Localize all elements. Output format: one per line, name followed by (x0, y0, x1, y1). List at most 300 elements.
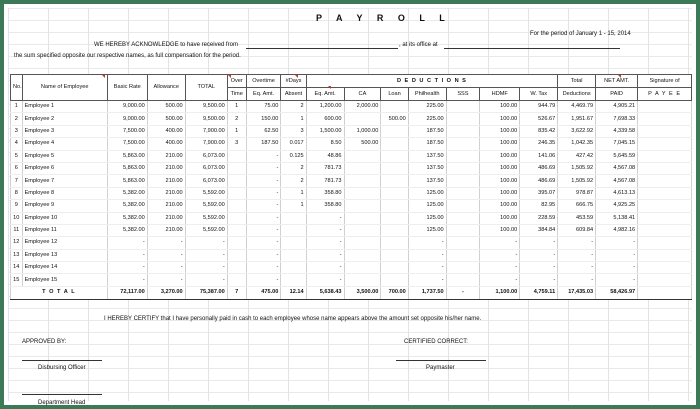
basic-rate[interactable]: 9,000.00 (107, 101, 147, 113)
row-total[interactable]: 6,073.00 (185, 150, 227, 162)
sss[interactable] (446, 138, 480, 150)
overtime-hours[interactable] (227, 162, 246, 174)
approved-by-label: APPROVED BY: (22, 339, 67, 345)
col-over: Over (227, 75, 246, 88)
allowance[interactable]: 400.00 (147, 125, 185, 137)
loan[interactable] (381, 274, 408, 286)
philhealth[interactable]: 137.50 (408, 150, 446, 162)
absence-eq-amt[interactable]: 8.50 (306, 138, 344, 150)
row-total[interactable]: - (185, 237, 227, 249)
absence-eq-amt[interactable]: 600.00 (306, 113, 344, 125)
row-no[interactable]: 13 (11, 249, 23, 261)
payroll-table (10, 74, 692, 300)
total-deductions-cell[interactable]: 1,042.35 (558, 138, 596, 150)
loan[interactable] (381, 237, 408, 249)
absence-eq-amt[interactable]: 1,200.00 (306, 101, 344, 113)
col-payee: P A Y E E (638, 88, 692, 101)
cash-advance[interactable]: 1,000.00 (344, 125, 381, 137)
withholding-tax[interactable]: 486.69 (520, 175, 558, 187)
hdmf[interactable]: 100.00 (480, 162, 520, 174)
philhealth[interactable]: 125.00 (408, 224, 446, 236)
loan[interactable] (381, 212, 408, 224)
row-total[interactable]: 5,592.00 (185, 212, 227, 224)
row-no[interactable]: 5 (11, 150, 23, 162)
basic-rate[interactable]: 5,863.00 (107, 150, 147, 162)
employee-name[interactable]: Employee 7 (22, 175, 107, 187)
row-no[interactable]: 10 (11, 212, 23, 224)
allowance[interactable]: - (147, 262, 185, 274)
hdmf[interactable]: 100.00 (480, 125, 520, 137)
withholding-tax[interactable]: 526.67 (520, 113, 558, 125)
net-amount[interactable]: - (596, 237, 638, 249)
cash-advance[interactable] (344, 175, 381, 187)
days-absent[interactable]: 2 (281, 101, 306, 113)
overtime-amount[interactable]: - (246, 150, 281, 162)
col-wtax: W. Tax (520, 88, 558, 101)
absence-eq-amt[interactable]: 781.73 (306, 162, 344, 174)
days-absent[interactable]: 2 (281, 162, 306, 174)
days-absent[interactable] (281, 249, 306, 261)
days-absent[interactable]: 1 (281, 200, 306, 212)
hdmf[interactable]: 100.00 (480, 175, 520, 187)
row-total[interactable]: 5,592.00 (185, 200, 227, 212)
hdmf[interactable]: 100.00 (480, 212, 520, 224)
cash-advance[interactable] (344, 262, 381, 274)
loan[interactable] (381, 249, 408, 261)
withholding-tax[interactable]: 246.35 (520, 138, 558, 150)
signature-cell[interactable] (638, 150, 692, 162)
loan[interactable] (381, 175, 408, 187)
signature-cell[interactable] (638, 200, 692, 212)
row-no[interactable]: 9 (11, 200, 23, 212)
row-no[interactable]: 1 (11, 101, 23, 113)
days-absent[interactable] (281, 237, 306, 249)
cash-advance[interactable] (344, 224, 381, 236)
hdmf[interactable]: 100.00 (480, 113, 520, 125)
net-amount[interactable]: 4,905.21 (596, 101, 638, 113)
office-address-line (444, 48, 620, 49)
overtime-hours[interactable]: 3 (227, 138, 246, 150)
absence-eq-amt[interactable]: 48.86 (306, 150, 344, 162)
philhealth[interactable]: - (408, 262, 446, 274)
overtime-amount[interactable]: 75.00 (246, 101, 281, 113)
sss[interactable] (446, 125, 480, 137)
total-deductions-cell[interactable]: 3,622.92 (558, 125, 596, 137)
withholding-tax[interactable]: - (520, 262, 558, 274)
signature-cell[interactable] (638, 162, 692, 174)
absence-eq-amt[interactable]: - (306, 274, 344, 286)
col-loan: Loan (381, 88, 408, 101)
row-no[interactable]: 4 (11, 138, 23, 150)
net-amount[interactable]: - (596, 262, 638, 274)
philhealth[interactable]: 137.50 (408, 175, 446, 187)
overtime-amount[interactable]: - (246, 249, 281, 261)
overtime-hours[interactable] (227, 150, 246, 162)
allowance[interactable]: - (147, 249, 185, 261)
sss[interactable] (446, 162, 480, 174)
row-total[interactable]: 9,500.00 (185, 113, 227, 125)
overtime-hours[interactable] (227, 175, 246, 187)
overtime-amount[interactable]: - (246, 175, 281, 187)
basic-rate[interactable]: - (107, 237, 147, 249)
total-deductions-cell[interactable]: 1,951.67 (558, 113, 596, 125)
row-no[interactable]: 2 (11, 113, 23, 125)
overtime-amount[interactable]: - (246, 187, 281, 199)
absence-eq-amt[interactable]: - (306, 262, 344, 274)
row-total[interactable]: - (185, 249, 227, 261)
loan[interactable] (381, 101, 408, 113)
cash-advance[interactable] (344, 249, 381, 261)
basic-rate[interactable]: 5,382.00 (107, 200, 147, 212)
overtime-amount[interactable]: - (246, 237, 281, 249)
total-deductions-cell[interactable]: 4,469.79 (558, 101, 596, 113)
total-deductions-cell[interactable]: 666.75 (558, 200, 596, 212)
row-total[interactable]: - (185, 274, 227, 286)
basic-rate[interactable]: - (107, 274, 147, 286)
total-deductions-cell[interactable]: 1,505.92 (558, 162, 596, 174)
loan[interactable] (381, 125, 408, 137)
signature-cell[interactable] (638, 249, 692, 261)
philhealth[interactable]: 125.00 (408, 212, 446, 224)
total-total: 75,387.00 (185, 286, 227, 299)
hdmf[interactable]: - (480, 274, 520, 286)
total-deductions-cell[interactable]: 427.42 (558, 150, 596, 162)
withholding-tax[interactable]: 395.07 (520, 187, 558, 199)
employee-name[interactable]: Employee 15 (22, 274, 107, 286)
sss[interactable] (446, 200, 480, 212)
philhealth[interactable]: 187.50 (408, 138, 446, 150)
days-absent[interactable] (281, 224, 306, 236)
employee-name[interactable]: Employee 4 (22, 138, 107, 150)
overtime-hours[interactable]: 2 (227, 113, 246, 125)
total-deductions-cell[interactable]: - (558, 249, 596, 261)
col-eq-amt: Eq. Amt. (306, 88, 344, 101)
sss[interactable] (446, 249, 480, 261)
days-absent[interactable]: 1 (281, 113, 306, 125)
row-total[interactable]: 6,073.00 (185, 175, 227, 187)
hdmf[interactable]: - (480, 262, 520, 274)
allowance[interactable]: 210.00 (147, 150, 185, 162)
overtime-amount[interactable]: 62.50 (246, 125, 281, 137)
absence-eq-amt[interactable]: 781.73 (306, 175, 344, 187)
col-signature: Signature of (638, 75, 692, 88)
absence-eq-amt[interactable]: 358.80 (306, 187, 344, 199)
days-absent[interactable]: 3 (281, 125, 306, 137)
overtime-amount[interactable]: - (246, 274, 281, 286)
col-name: Name of Employee (22, 75, 107, 101)
hdmf[interactable]: 100.00 (480, 200, 520, 212)
absence-eq-amt[interactable]: 358.80 (306, 200, 344, 212)
comment-marker[interactable] (328, 86, 331, 89)
basic-rate[interactable]: 5,382.00 (107, 187, 147, 199)
total-deductions-cell[interactable]: 453.59 (558, 212, 596, 224)
withholding-tax[interactable]: 835.42 (520, 125, 558, 137)
cash-advance[interactable] (344, 274, 381, 286)
signature-cell[interactable] (638, 138, 692, 150)
loan[interactable] (381, 224, 408, 236)
row-total[interactable]: 9,500.00 (185, 101, 227, 113)
allowance[interactable]: - (147, 274, 185, 286)
comment-marker[interactable] (295, 75, 298, 78)
col-total: TOTAL (185, 75, 227, 101)
hdmf[interactable]: - (480, 249, 520, 261)
loan[interactable] (381, 262, 408, 274)
cash-advance[interactable] (344, 113, 381, 125)
loan[interactable]: 500.00 (381, 113, 408, 125)
employee-name[interactable]: Employee 13 (22, 249, 107, 261)
net-amount[interactable]: 4,925.25 (596, 200, 638, 212)
overtime-amount[interactable]: - (246, 224, 281, 236)
comment-marker[interactable] (228, 75, 231, 78)
net-amount[interactable]: 4,567.08 (596, 162, 638, 174)
days-absent[interactable] (281, 262, 306, 274)
signature-cell[interactable] (638, 125, 692, 137)
withholding-tax[interactable]: 228.59 (520, 212, 558, 224)
hdmf[interactable]: 100.00 (480, 187, 520, 199)
basic-rate[interactable]: 5,382.00 (107, 224, 147, 236)
days-absent[interactable]: 0.017 (281, 138, 306, 150)
row-total[interactable]: - (185, 262, 227, 274)
overtime-amount[interactable]: - (246, 200, 281, 212)
overtime-hours[interactable] (227, 237, 246, 249)
net-amount[interactable]: - (596, 274, 638, 286)
sss[interactable] (446, 150, 480, 162)
days-absent[interactable]: 2 (281, 175, 306, 187)
sss[interactable] (446, 212, 480, 224)
cash-advance[interactable]: 2,000.00 (344, 101, 381, 113)
basic-rate[interactable]: 5,382.00 (107, 212, 147, 224)
employee-name[interactable]: Employee 2 (22, 113, 107, 125)
withholding-tax[interactable]: - (520, 249, 558, 261)
allowance[interactable]: 210.00 (147, 212, 185, 224)
sss[interactable] (446, 175, 480, 187)
cash-advance[interactable] (344, 200, 381, 212)
philhealth[interactable]: 187.50 (408, 125, 446, 137)
net-amount[interactable]: 5,138.41 (596, 212, 638, 224)
overtime-hours[interactable] (227, 187, 246, 199)
loan[interactable] (381, 150, 408, 162)
philhealth[interactable]: - (408, 274, 446, 286)
signature-cell[interactable] (638, 274, 692, 286)
withholding-tax[interactable]: 82.95 (520, 200, 558, 212)
allowance[interactable]: 210.00 (147, 175, 185, 187)
absence-eq-amt[interactable]: - (306, 224, 344, 236)
withholding-tax[interactable]: - (520, 237, 558, 249)
hdmf[interactable]: 100.00 (480, 150, 520, 162)
cash-advance[interactable] (344, 187, 381, 199)
total-philhealth: 1,737.50 (408, 286, 446, 299)
employee-name[interactable]: Employee 11 (22, 224, 107, 236)
net-amount[interactable]: 5,645.59 (596, 150, 638, 162)
signature-cell[interactable] (638, 113, 692, 125)
signature-cell[interactable] (638, 175, 692, 187)
overtime-amount[interactable]: - (246, 212, 281, 224)
total-overtime-hours: 7 (227, 286, 246, 299)
cash-advance[interactable] (344, 237, 381, 249)
withholding-tax[interactable]: 486.69 (520, 162, 558, 174)
philhealth[interactable]: 125.00 (408, 187, 446, 199)
total-deductions-cell[interactable]: 1,505.92 (558, 175, 596, 187)
col-deductions: D E D U C T I O N S (306, 75, 558, 88)
certified-correct-label: CERTIFIED CORRECT: (404, 339, 468, 345)
philhealth[interactable]: - (408, 237, 446, 249)
withholding-tax[interactable]: 384.84 (520, 224, 558, 236)
signature-cell[interactable] (638, 224, 692, 236)
absence-eq-amt[interactable]: - (306, 249, 344, 261)
basic-rate[interactable]: 7,500.00 (107, 138, 147, 150)
signature-cell[interactable] (638, 187, 692, 199)
total-deductions-cell[interactable]: 978.87 (558, 187, 596, 199)
philhealth[interactable]: 225.00 (408, 113, 446, 125)
employee-name[interactable]: Employee 12 (22, 237, 107, 249)
overtime-hours[interactable] (227, 224, 246, 236)
employee-name[interactable]: Employee 8 (22, 187, 107, 199)
employee-name[interactable]: Employee 10 (22, 212, 107, 224)
allowance[interactable]: 500.00 (147, 113, 185, 125)
philhealth[interactable]: 137.50 (408, 162, 446, 174)
sss[interactable] (446, 224, 480, 236)
allowance[interactable]: 210.00 (147, 162, 185, 174)
loan[interactable] (381, 200, 408, 212)
overtime-hours[interactable] (227, 249, 246, 261)
sss[interactable] (446, 262, 480, 274)
philhealth[interactable]: 125.00 (408, 200, 446, 212)
signature-cell[interactable] (638, 237, 692, 249)
total-loan: 700.00 (381, 286, 408, 299)
days-absent[interactable]: 1 (281, 187, 306, 199)
overtime-hours[interactable]: 1 (227, 125, 246, 137)
table-row (11, 237, 692, 249)
sss[interactable] (446, 101, 480, 113)
row-total[interactable]: 7,900.00 (185, 138, 227, 150)
comment-marker[interactable] (618, 75, 621, 78)
days-absent[interactable] (281, 212, 306, 224)
overtime-hours[interactable] (227, 274, 246, 286)
table-row (11, 200, 692, 212)
employee-name[interactable]: Employee 1 (22, 101, 107, 113)
hdmf[interactable]: 100.00 (480, 101, 520, 113)
row-total[interactable]: 5,592.00 (185, 224, 227, 236)
loan[interactable] (381, 162, 408, 174)
absence-eq-amt[interactable]: - (306, 212, 344, 224)
total-deductions-cell[interactable]: - (558, 237, 596, 249)
hdmf[interactable]: - (480, 237, 520, 249)
total-basic: 72,117.00 (107, 286, 147, 299)
sss[interactable] (446, 274, 480, 286)
withholding-tax[interactable]: 141.06 (520, 150, 558, 162)
row-no[interactable]: 7 (11, 175, 23, 187)
overtime-amount[interactable]: 150.00 (246, 113, 281, 125)
total-deductions-cell[interactable]: - (558, 262, 596, 274)
cash-advance[interactable] (344, 150, 381, 162)
allowance[interactable]: 210.00 (147, 200, 185, 212)
allowance[interactable]: 210.00 (147, 224, 185, 236)
signature-cell[interactable] (638, 262, 692, 274)
table-row (11, 175, 692, 187)
total-deductions-cell[interactable]: - (558, 274, 596, 286)
overtime-amount[interactable]: - (246, 162, 281, 174)
net-amount[interactable]: 4,567.08 (596, 175, 638, 187)
withholding-tax[interactable]: - (520, 274, 558, 286)
employee-name[interactable]: Employee 5 (22, 150, 107, 162)
hdmf[interactable]: 100.00 (480, 138, 520, 150)
net-amount[interactable]: 4,339.58 (596, 125, 638, 137)
hdmf[interactable]: 100.00 (480, 224, 520, 236)
row-total[interactable]: 5,592.00 (185, 187, 227, 199)
absence-eq-amt[interactable]: - (306, 237, 344, 249)
total-deductions-cell[interactable]: 609.84 (558, 224, 596, 236)
net-amount[interactable]: 4,613.13 (596, 187, 638, 199)
comment-marker[interactable] (102, 75, 105, 78)
days-absent[interactable] (281, 274, 306, 286)
basic-rate[interactable]: 7,500.00 (107, 125, 147, 137)
cash-advance[interactable]: 500.00 (344, 138, 381, 150)
sss[interactable] (446, 237, 480, 249)
row-no[interactable]: 12 (11, 237, 23, 249)
basic-rate[interactable]: 9,000.00 (107, 113, 147, 125)
net-amount[interactable]: - (596, 249, 638, 261)
loan[interactable] (381, 187, 408, 199)
basic-rate[interactable]: - (107, 249, 147, 261)
days-absent[interactable]: 0.125 (281, 150, 306, 162)
row-total[interactable]: 6,073.00 (185, 162, 227, 174)
page-title: P A Y R O L L (316, 13, 451, 23)
office-text: , at its office at (399, 42, 438, 48)
payroll-period: For the period of January 1 - 15, 2014 (530, 31, 631, 37)
net-amount[interactable]: 7,698.33 (596, 113, 638, 125)
row-no[interactable]: 3 (11, 125, 23, 137)
basic-rate[interactable]: - (107, 262, 147, 274)
allowance[interactable]: 500.00 (147, 101, 185, 113)
col-total-deductions: Total (558, 75, 596, 88)
allowance[interactable]: 400.00 (147, 138, 185, 150)
row-no[interactable]: 6 (11, 162, 23, 174)
basic-rate[interactable]: 5,863.00 (107, 175, 147, 187)
overtime-hours[interactable]: 1 (227, 101, 246, 113)
overtime-amount[interactable]: 187.50 (246, 138, 281, 150)
overtime-amount[interactable]: - (246, 262, 281, 274)
absence-eq-amt[interactable]: 1,500.00 (306, 125, 344, 137)
allowance[interactable]: - (147, 237, 185, 249)
sss[interactable] (446, 113, 480, 125)
loan[interactable] (381, 138, 408, 150)
net-amount[interactable]: 4,982.16 (596, 224, 638, 236)
row-no[interactable]: 15 (11, 274, 23, 286)
philhealth[interactable]: 225.00 (408, 101, 446, 113)
overtime-hours[interactable] (227, 200, 246, 212)
net-amount[interactable]: 7,045.15 (596, 138, 638, 150)
employee-name[interactable]: Employee 3 (22, 125, 107, 137)
signature-cell[interactable] (638, 212, 692, 224)
sss[interactable] (446, 187, 480, 199)
row-no[interactable]: 11 (11, 224, 23, 236)
row-no[interactable]: 14 (11, 262, 23, 274)
basic-rate[interactable]: 5,863.00 (107, 162, 147, 174)
signature-cell[interactable] (638, 101, 692, 113)
employee-name[interactable]: Employee 14 (22, 262, 107, 274)
allowance[interactable]: 210.00 (147, 187, 185, 199)
overtime-hours[interactable] (227, 262, 246, 274)
row-total[interactable]: 7,900.00 (185, 125, 227, 137)
row-no[interactable]: 8 (11, 187, 23, 199)
philhealth[interactable]: - (408, 249, 446, 261)
overtime-hours[interactable] (227, 212, 246, 224)
employee-name[interactable]: Employee 9 (22, 200, 107, 212)
cash-advance[interactable] (344, 212, 381, 224)
cash-advance[interactable] (344, 162, 381, 174)
withholding-tax[interactable]: 944.79 (520, 101, 558, 113)
employee-name[interactable]: Employee 6 (22, 162, 107, 174)
